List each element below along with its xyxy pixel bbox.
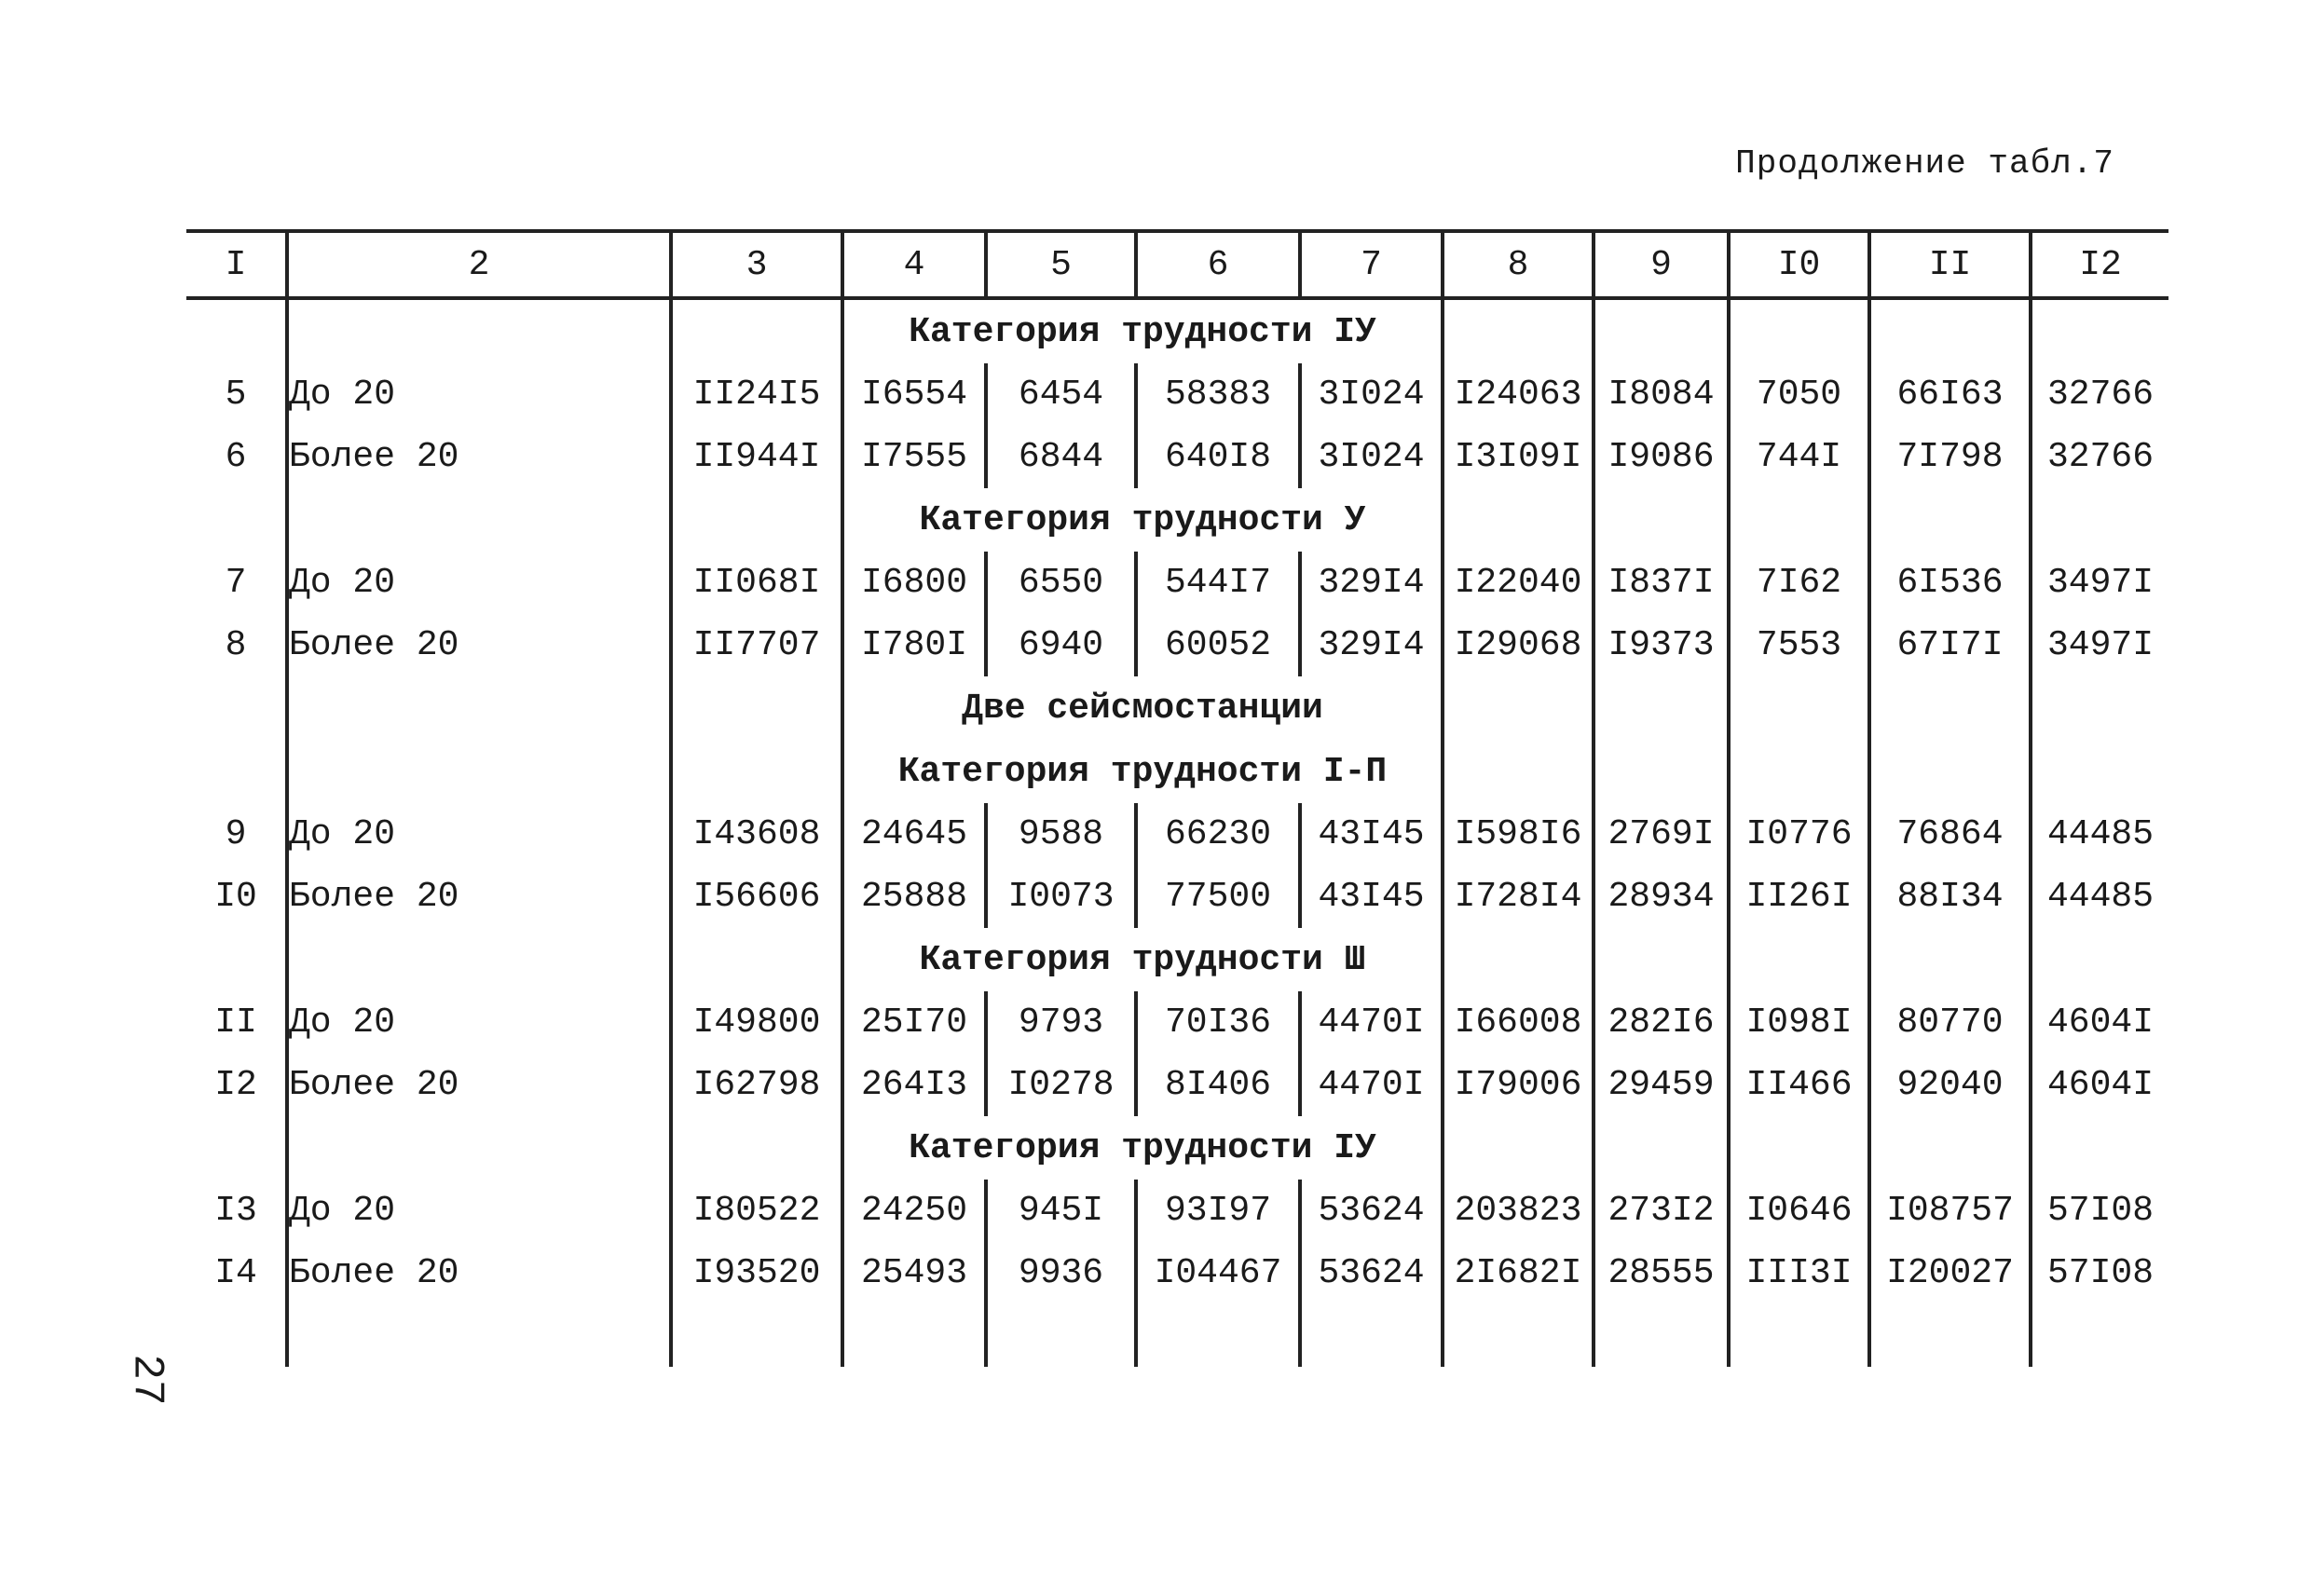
value-cell: 58383 bbox=[1136, 363, 1300, 426]
column-header-1: I bbox=[186, 231, 287, 298]
empty-cell bbox=[1869, 676, 2031, 740]
empty-cell bbox=[186, 1304, 287, 1367]
table-header bbox=[186, 231, 2168, 298]
value-cell: II466 bbox=[1729, 1054, 1869, 1116]
empty-cell bbox=[186, 488, 287, 552]
empty-cell bbox=[2031, 928, 2168, 991]
row-description: Более 20 bbox=[287, 426, 671, 488]
empty-cell bbox=[1869, 488, 2031, 552]
value-cell: 43I45 bbox=[1300, 803, 1443, 866]
value-cell: II26I bbox=[1729, 866, 1869, 928]
table-row bbox=[186, 803, 2168, 866]
value-cell: 66I63 bbox=[1869, 363, 2031, 426]
value-cell: 43I45 bbox=[1300, 866, 1443, 928]
data-table bbox=[186, 229, 2168, 1367]
row-number: I4 bbox=[214, 1253, 257, 1293]
empty-cell bbox=[671, 488, 842, 552]
section-row bbox=[186, 676, 2168, 740]
value-cell: 44485 bbox=[2031, 866, 2168, 928]
empty-cell bbox=[287, 928, 671, 991]
table-row bbox=[186, 1054, 2168, 1116]
empty-cell bbox=[1443, 928, 1594, 991]
value-cell: I62798 bbox=[671, 1054, 842, 1116]
section-title: Категория трудности IУ bbox=[842, 1116, 1443, 1180]
value-cell: 70I36 bbox=[1136, 991, 1300, 1054]
row-number: 6 bbox=[225, 437, 247, 477]
value-cell: I0646 bbox=[1729, 1180, 1869, 1242]
value-cell: 6844 bbox=[986, 426, 1136, 488]
column-header-2: 2 bbox=[287, 231, 671, 298]
row-number: 5 bbox=[225, 375, 247, 415]
empty-cell bbox=[1729, 1116, 1869, 1180]
value-cell: 8I406 bbox=[1136, 1054, 1300, 1116]
table-row bbox=[186, 1242, 2168, 1304]
empty-cell bbox=[1443, 740, 1594, 803]
empty-cell bbox=[986, 1304, 1136, 1367]
row-number: II bbox=[214, 1003, 257, 1043]
value-cell: 2I682I bbox=[1443, 1242, 1594, 1304]
value-cell: 25493 bbox=[842, 1242, 986, 1304]
value-cell: I22040 bbox=[1443, 552, 1594, 614]
table-tail-row bbox=[186, 1304, 2168, 1367]
value-cell: 3I024 bbox=[1300, 426, 1443, 488]
value-cell: 60052 bbox=[1136, 614, 1300, 676]
empty-cell bbox=[186, 1116, 287, 1180]
value-cell: I56606 bbox=[671, 866, 842, 928]
column-header-7: 7 bbox=[1300, 231, 1443, 298]
value-cell: 53624 bbox=[1300, 1242, 1443, 1304]
value-cell: 273I2 bbox=[1594, 1180, 1729, 1242]
row-number: I0 bbox=[214, 877, 257, 917]
table-row bbox=[186, 866, 2168, 928]
value-cell: 44485 bbox=[2031, 803, 2168, 866]
value-cell: III3I bbox=[1729, 1242, 1869, 1304]
value-cell: I098I bbox=[1729, 991, 1869, 1054]
value-cell: 3I024 bbox=[1300, 363, 1443, 426]
table-caption: Продолжение табл.7 bbox=[1735, 144, 2114, 183]
empty-cell bbox=[671, 676, 842, 740]
row-description: До 20 bbox=[287, 363, 671, 426]
value-cell: 282I6 bbox=[1594, 991, 1729, 1054]
value-cell: I9086 bbox=[1594, 426, 1729, 488]
empty-cell bbox=[1869, 928, 2031, 991]
value-cell: I08757 bbox=[1869, 1180, 2031, 1242]
value-cell: 24645 bbox=[842, 803, 986, 866]
empty-cell bbox=[1594, 928, 1729, 991]
value-cell: 3497I bbox=[2031, 614, 2168, 676]
value-cell: 7I62 bbox=[1729, 552, 1869, 614]
column-header-12: I2 bbox=[2031, 231, 2168, 298]
value-cell: 24250 bbox=[842, 1180, 986, 1242]
value-cell: 640I8 bbox=[1136, 426, 1300, 488]
value-cell: 4604I bbox=[2031, 1054, 2168, 1116]
value-cell: 9936 bbox=[986, 1242, 1136, 1304]
table-row bbox=[186, 426, 2168, 488]
value-cell: 4604I bbox=[2031, 991, 2168, 1054]
empty-cell bbox=[842, 1304, 986, 1367]
value-cell: I43608 bbox=[671, 803, 842, 866]
row-number: 9 bbox=[225, 814, 247, 854]
empty-cell bbox=[2031, 298, 2168, 363]
value-cell: I49800 bbox=[671, 991, 842, 1054]
empty-cell bbox=[2031, 1304, 2168, 1367]
empty-cell bbox=[287, 1304, 671, 1367]
table-body bbox=[186, 298, 2168, 1367]
value-cell: 88I34 bbox=[1869, 866, 2031, 928]
column-header-10: I0 bbox=[1729, 231, 1869, 298]
empty-cell bbox=[1729, 488, 1869, 552]
page-number: 27 bbox=[122, 1354, 171, 1406]
row-description: До 20 bbox=[287, 991, 671, 1054]
value-cell: I9373 bbox=[1594, 614, 1729, 676]
table-row bbox=[186, 614, 2168, 676]
row-number: I2 bbox=[214, 1065, 257, 1105]
value-cell: 80770 bbox=[1869, 991, 2031, 1054]
value-cell: 7050 bbox=[1729, 363, 1869, 426]
value-cell: 6I536 bbox=[1869, 552, 2031, 614]
empty-cell bbox=[287, 740, 671, 803]
value-cell: 7553 bbox=[1729, 614, 1869, 676]
empty-cell bbox=[1729, 928, 1869, 991]
value-cell: 57I08 bbox=[2031, 1180, 2168, 1242]
value-cell: 28934 bbox=[1594, 866, 1729, 928]
value-cell: 744I bbox=[1729, 426, 1869, 488]
table-row bbox=[186, 363, 2168, 426]
empty-cell bbox=[1594, 1304, 1729, 1367]
empty-cell bbox=[671, 928, 842, 991]
value-cell: I79006 bbox=[1443, 1054, 1594, 1116]
empty-cell bbox=[1443, 1116, 1594, 1180]
value-cell: 57I08 bbox=[2031, 1242, 2168, 1304]
table-row bbox=[186, 552, 2168, 614]
value-cell: I780I bbox=[842, 614, 986, 676]
value-cell: I7555 bbox=[842, 426, 986, 488]
value-cell: 9793 bbox=[986, 991, 1136, 1054]
value-cell: 77500 bbox=[1136, 866, 1300, 928]
value-cell: 6550 bbox=[986, 552, 1136, 614]
empty-cell bbox=[1443, 1304, 1594, 1367]
empty-cell bbox=[186, 740, 287, 803]
row-description: Более 20 bbox=[287, 866, 671, 928]
value-cell: I20027 bbox=[1869, 1242, 2031, 1304]
value-cell: 93I97 bbox=[1136, 1180, 1300, 1242]
row-number: 8 bbox=[225, 625, 247, 665]
value-cell: II24I5 bbox=[671, 363, 842, 426]
empty-cell bbox=[186, 676, 287, 740]
value-cell: I728I4 bbox=[1443, 866, 1594, 928]
empty-cell bbox=[186, 928, 287, 991]
empty-cell bbox=[1729, 740, 1869, 803]
empty-cell bbox=[1869, 1116, 2031, 1180]
value-cell: 32766 bbox=[2031, 426, 2168, 488]
empty-cell bbox=[671, 298, 842, 363]
value-cell: 76864 bbox=[1869, 803, 2031, 866]
empty-cell bbox=[2031, 740, 2168, 803]
value-cell: 67I7I bbox=[1869, 614, 2031, 676]
value-cell: I598I6 bbox=[1443, 803, 1594, 866]
value-cell: 53624 bbox=[1300, 1180, 1443, 1242]
row-description: Более 20 bbox=[287, 1242, 671, 1304]
value-cell: 264I3 bbox=[842, 1054, 986, 1116]
row-number: I3 bbox=[214, 1191, 257, 1231]
value-cell: 32766 bbox=[2031, 363, 2168, 426]
section-row bbox=[186, 1116, 2168, 1180]
section-row bbox=[186, 928, 2168, 991]
empty-cell bbox=[1869, 298, 2031, 363]
empty-cell bbox=[287, 488, 671, 552]
column-header-8: 8 bbox=[1443, 231, 1594, 298]
empty-cell bbox=[1594, 298, 1729, 363]
empty-cell bbox=[287, 1116, 671, 1180]
column-header-5: 5 bbox=[986, 231, 1136, 298]
value-cell: I93520 bbox=[671, 1242, 842, 1304]
value-cell: 29459 bbox=[1594, 1054, 1729, 1116]
value-cell: I0073 bbox=[986, 866, 1136, 928]
section-title: Категория трудности У bbox=[842, 488, 1443, 552]
value-cell: 7I798 bbox=[1869, 426, 2031, 488]
value-cell: I8084 bbox=[1594, 363, 1729, 426]
value-cell: 25888 bbox=[842, 866, 986, 928]
value-cell: II944I bbox=[671, 426, 842, 488]
empty-cell bbox=[2031, 1116, 2168, 1180]
value-cell: 329I4 bbox=[1300, 552, 1443, 614]
value-cell: 6940 bbox=[986, 614, 1136, 676]
value-cell: I66008 bbox=[1443, 991, 1594, 1054]
empty-cell bbox=[1300, 1304, 1443, 1367]
empty-cell bbox=[287, 676, 671, 740]
value-cell: 2769I bbox=[1594, 803, 1729, 866]
value-cell: I80522 bbox=[671, 1180, 842, 1242]
value-cell: I0776 bbox=[1729, 803, 1869, 866]
table-row bbox=[186, 1180, 2168, 1242]
value-cell: I6800 bbox=[842, 552, 986, 614]
value-cell: I837I bbox=[1594, 552, 1729, 614]
empty-cell bbox=[1594, 676, 1729, 740]
empty-cell bbox=[671, 740, 842, 803]
empty-cell bbox=[1443, 488, 1594, 552]
table-row bbox=[186, 991, 2168, 1054]
value-cell: 3497I bbox=[2031, 552, 2168, 614]
row-description: До 20 bbox=[287, 803, 671, 866]
value-cell: 6454 bbox=[986, 363, 1136, 426]
value-cell: 329I4 bbox=[1300, 614, 1443, 676]
value-cell: 945I bbox=[986, 1180, 1136, 1242]
value-cell: 4470I bbox=[1300, 1054, 1443, 1116]
value-cell: 92040 bbox=[1869, 1054, 2031, 1116]
section-row bbox=[186, 298, 2168, 363]
empty-cell bbox=[671, 1116, 842, 1180]
row-number: 7 bbox=[225, 563, 247, 603]
column-header-11: II bbox=[1869, 231, 2031, 298]
empty-cell bbox=[1594, 740, 1729, 803]
value-cell: 544I7 bbox=[1136, 552, 1300, 614]
empty-cell bbox=[1443, 676, 1594, 740]
row-description: До 20 bbox=[287, 1180, 671, 1242]
value-cell: II068I bbox=[671, 552, 842, 614]
empty-cell bbox=[186, 298, 287, 363]
header-row bbox=[186, 231, 2168, 298]
empty-cell bbox=[287, 298, 671, 363]
column-header-3: 3 bbox=[671, 231, 842, 298]
empty-cell bbox=[1136, 1304, 1300, 1367]
row-description: До 20 bbox=[287, 552, 671, 614]
empty-cell bbox=[1443, 298, 1594, 363]
column-header-4: 4 bbox=[842, 231, 986, 298]
section-title: Категория трудности I-П bbox=[842, 740, 1443, 803]
empty-cell bbox=[2031, 676, 2168, 740]
section-row bbox=[186, 488, 2168, 552]
value-cell: 66230 bbox=[1136, 803, 1300, 866]
value-cell: 203823 bbox=[1443, 1180, 1594, 1242]
empty-cell bbox=[1729, 298, 1869, 363]
value-cell: 9588 bbox=[986, 803, 1136, 866]
empty-cell bbox=[2031, 488, 2168, 552]
empty-cell bbox=[1869, 740, 2031, 803]
empty-cell bbox=[1594, 488, 1729, 552]
section-title: Две сейсмостанции bbox=[842, 676, 1443, 740]
value-cell: I3I09I bbox=[1443, 426, 1594, 488]
value-cell: I29068 bbox=[1443, 614, 1594, 676]
row-description: Более 20 bbox=[287, 1054, 671, 1116]
row-description: Более 20 bbox=[287, 614, 671, 676]
value-cell: I0278 bbox=[986, 1054, 1136, 1116]
empty-cell bbox=[671, 1304, 842, 1367]
column-header-9: 9 bbox=[1594, 231, 1729, 298]
empty-cell bbox=[1594, 1116, 1729, 1180]
empty-cell bbox=[1729, 676, 1869, 740]
value-cell: I24063 bbox=[1443, 363, 1594, 426]
value-cell: I6554 bbox=[842, 363, 986, 426]
value-cell: I04467 bbox=[1136, 1242, 1300, 1304]
value-cell: 4470I bbox=[1300, 991, 1443, 1054]
section-row bbox=[186, 740, 2168, 803]
empty-cell bbox=[1869, 1304, 2031, 1367]
value-cell: II7707 bbox=[671, 614, 842, 676]
empty-cell bbox=[1729, 1304, 1869, 1367]
column-header-6: 6 bbox=[1136, 231, 1300, 298]
section-title: Категория трудности IУ bbox=[842, 298, 1443, 363]
value-cell: 25I70 bbox=[842, 991, 986, 1054]
value-cell: 28555 bbox=[1594, 1242, 1729, 1304]
section-title: Категория трудности Ш bbox=[842, 928, 1443, 991]
